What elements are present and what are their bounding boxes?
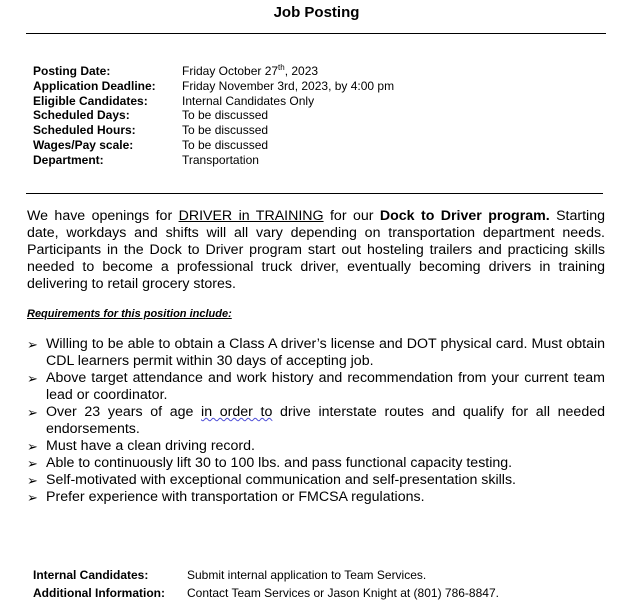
detail-value: Transportation [182,152,259,167]
detail-value: To be discussed [182,108,269,123]
detail-label: Wages/Pay scale: [33,137,134,152]
position-title: DRIVER in TRAINING [178,208,324,224]
arrow-bullet-icon: ➢ [27,337,38,352]
arrow-bullet-icon: ➢ [27,456,38,471]
detail-label: Scheduled Days: [33,108,130,123]
list-item [27,455,605,472]
top-divider [26,33,606,34]
detail-label: Posting Date: [33,64,111,78]
footer-label: Additional Information: [33,586,165,600]
requirement-text: Willing to be able to obtain a Class A driver’s license and DOT physical card. Must obtain CDL learners permit within 30 days of accepting job. [46,336,605,369]
list-item [27,489,605,506]
footer-row-internal-candidates [33,566,499,584]
detail-row-scheduled-hours [33,123,394,138]
detail-row-application-deadline [33,79,394,94]
list-item [27,438,605,455]
requirement-text: Prefer experience with transportation or FMCSA regulations. [46,489,425,505]
detail-value: To be discussed [182,123,269,138]
arrow-bullet-icon: ➢ [27,490,38,505]
program-name: Dock to Driver program. [379,208,550,224]
requirement-text: Self-motivated with exceptional communication and self-presentation skills. [46,472,516,488]
arrow-bullet-icon: ➢ [27,473,38,488]
list-item [27,404,605,438]
detail-label: Application Deadline: [33,78,156,93]
detail-value: To be discussed [182,137,269,152]
detail-row-department [33,153,394,168]
arrow-bullet-icon: ➢ [27,405,38,420]
section-divider [26,193,603,194]
requirement-text: Must have a clean driving record. [46,438,255,454]
grammar-squiggle: in order to [201,404,273,420]
requirement-text: Able to continuously lift 30 to 100 lbs. and pass functional capacity testing. [46,455,513,471]
footer-info [33,566,499,602]
page-title: Job Posting [273,4,360,21]
requirements-heading: Requirements for this position include: [27,308,232,320]
detail-value: Internal Candidates Only [182,93,315,108]
detail-row-eligible-candidates [33,94,394,109]
requirement-text: Over 23 years of age in order to drive interstate routes and qualify for all needed endorsements. [46,404,605,437]
footer-row-additional-information [33,584,499,602]
footer-value: Contact Team Services or Jason Knight at (801) 786-8847. [187,586,499,600]
arrow-bullet-icon: ➢ [27,371,38,386]
list-item [27,370,605,404]
posting-details [33,64,394,168]
detail-label: Department: [33,152,104,167]
arrow-bullet-icon: ➢ [27,439,38,454]
list-item [27,472,605,489]
detail-row-wages [33,138,394,153]
footer-value: Submit internal application to Team Services. [187,568,427,582]
detail-value: Friday October 27th, 2023 [182,63,319,78]
detail-label: Eligible Candidates: [33,93,148,108]
detail-value: Friday November 3rd, 2023, by 4:00 pm [182,78,395,93]
list-item [27,336,605,370]
detail-row-scheduled-days [33,108,394,123]
detail-row-posting-date [33,64,394,79]
detail-label: Scheduled Hours: [33,123,136,138]
requirement-text: Above target attendance and work history and recommendation from your current team lead or coordinator. [46,370,605,403]
requirements-list [27,336,605,506]
footer-label: Internal Candidates: [33,568,149,582]
intro-paragraph: We have openings for DRIVER in TRAINING for our Dock to Driver program. Starting date, workdays and shifts will all vary depending on transportation department needs. Participants in the Dock to Driver program start out hosteling trailers and practicing skills needed to become a professional truck driver, eventually becoming drivers in training delivering to retail grocery stores. [27,208,605,292]
